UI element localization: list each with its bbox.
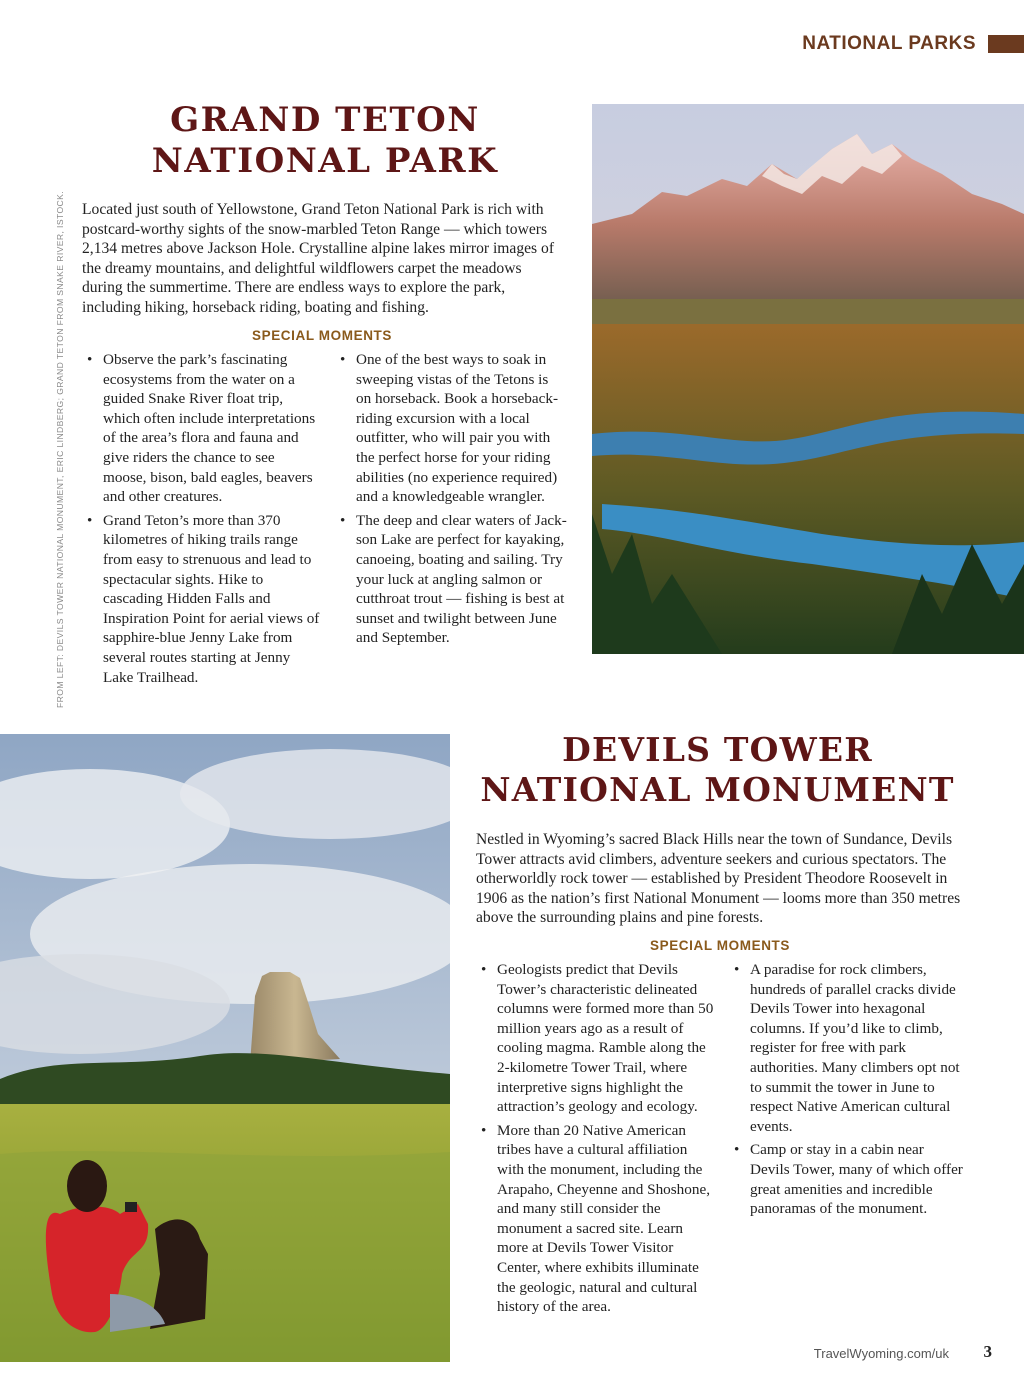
bullet-item: • Grand Teton’s more than 370 kilometres of hiking trails range from easy to strenuous and lead to spectacular sights. Hike to cascading Hidden Falls and Inspiration Point for aerial views of sapphire-blue Jenny Lake from several routes starting at Jenny Lake Trailhead. xyxy=(82,511,320,687)
devils-tower-bullets-right xyxy=(729,960,964,1223)
grand-teton-special-heading: SPECIAL MOMENTS xyxy=(251,328,392,343)
photo-credit: FROM LEFT: DEVILS TOWER NATIONAL MONUMENT, ERIC LINDBERG; GRAND TETON FROM SNAKE RIVER, ISTOCK. xyxy=(55,190,65,708)
devils-tower-special-heading: SPECIAL MOMENTS xyxy=(649,938,790,953)
devils-tower-intro: Nestled in Wyoming’s sacred Black Hills near the town of Sundance, Devils Tower attracts avid climbers, adventure seekers and curious spectators. The otherworldly rock tower — established by President Theodore Roosevelt in 1906 as the nation’s first National Monument — looms more than 350 metres above the surrounding plains and pine forests. xyxy=(476,831,961,927)
devils-tower-bullets-left xyxy=(476,960,716,1321)
devils-tower-title-line2: NATIONAL MONUMENT xyxy=(480,769,955,809)
section-color-bar xyxy=(988,35,1024,53)
devils-tower-title xyxy=(475,730,960,809)
page-number: 3 xyxy=(983,1342,992,1361)
grand-teton-intro: Located just south of Yellowstone, Grand Teton National Park is rich with postcard-worthy sights of the snow-marbled Teton Range — which towers 2,134 metres above Jackson Hole. Crystalline alpine lakes mirror images of the dreamy mountains, and delightful wildflowers carpet the meadows during the summertime. There are endless ways to explore the park, including hiking, horseback riding, boating and fishing. xyxy=(82,201,555,316)
bullet-item: • Camp or stay in a cabin near Devils Tower, many of which offer great amenities and incredible panoramas of the monument. xyxy=(729,1140,964,1218)
footer-url[interactable]: TravelWyoming.com/uk xyxy=(813,1346,949,1361)
bullet-item: • One of the best ways to soak in sweeping vistas of the Tetons is on horseback. Book a horseback-riding excursion with a local outfitter, who will pair you with the perfect horse for your riding abilities (no experience required) and a knowledgeable wrangler. xyxy=(335,350,567,507)
bullet-item: • More than 20 Native American tribes have a cultural affiliation with the monument, including the Arapaho, Cheyenne and Shoshone, and many still consider the monument a sacred site. Learn more at Devils Tower Visitor Center, where exhibits illuminate the geologic, natural and cultural history of the area. xyxy=(476,1121,716,1317)
bullet-item: • A paradise for rock climbers, hundreds of parallel cracks divide Devils Tower into hexagonal columns. If you’d like to climb, register for free with park authorities. Many climbers opt not to summit the tower in June to respect Native American cultural events. xyxy=(729,960,964,1136)
grand-teton-photo xyxy=(592,104,1024,654)
devils-tower-title-line1: DEVILS TOWER xyxy=(562,730,873,769)
bullet-item: • Geologists predict that Devils Tower’s characteristic delineated columns were formed more than 50 million years ago as a result of cooling magma. Ramble along the 2-kilometre Tower Trail, where interpretive signs highlight the attraction’s geology and ecology. xyxy=(476,960,716,1117)
grand-teton-title xyxy=(90,100,560,182)
grand-teton-title-line2: NATIONAL PARK xyxy=(151,140,499,181)
section-label: NATIONAL PARKS xyxy=(802,33,976,54)
devils-tower-photo xyxy=(0,734,450,1362)
grand-teton-title-line1: GRAND TETON xyxy=(170,100,480,140)
bullet-item: • Observe the park’s fascinating ecosystems from the water on a guided Snake River float trip, which often include interpretations of the area’s flora and fauna and give riders the chance to see moose, bison, bald eagles, beavers and other creatures. xyxy=(82,350,320,507)
grand-teton-bullets-left xyxy=(82,350,320,691)
bullet-item: • The deep and clear waters of Jackson Lake are perfect for kayaking, canoeing, boating and sailing. Try your luck at angling salmon or cutthroat trout — fishing is best at sunset and twilight between June and September. xyxy=(335,511,567,648)
grand-teton-bullets-right xyxy=(335,350,567,652)
